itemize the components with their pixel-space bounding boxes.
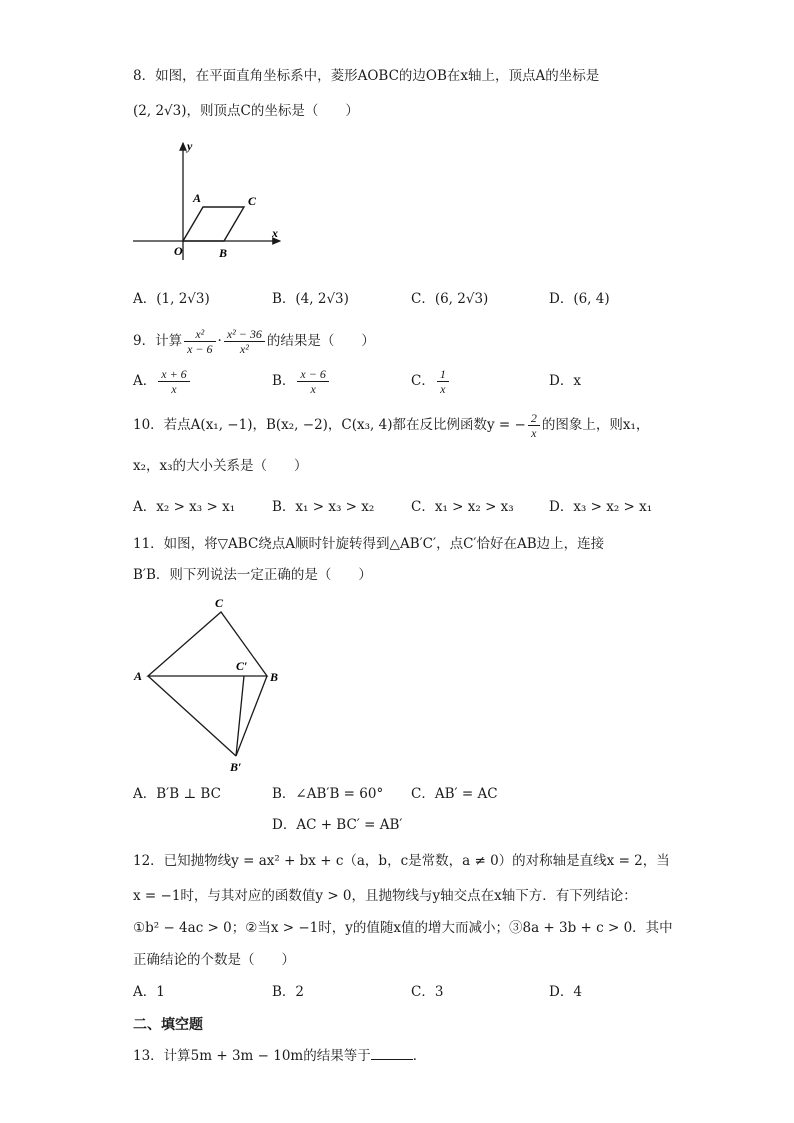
q9-stem: 9．计算 $\frac{\text{x²}}{x - 6}$ · $\frac{\text{x² − 36}}{\text{x²}}$ 的结果是（ ）: [133, 327, 375, 356]
q8-label-C: C: [248, 194, 257, 208]
q11-stem-line1: 11．如图，将▽ABC绕点A顺时针旋转得到△AB′C′，点C′恰好在AB边上，连接: [133, 536, 605, 552]
q12-option-c: C．3: [411, 984, 444, 1000]
q10-fraction: $\frac{2}{x}$: [528, 411, 540, 440]
q9-fraction-2: [224, 327, 265, 356]
q12-stem-line2: x = −1时，与其对应的函数值y > 0，且抛物线与y轴交点在x轴下方．有下列结论：: [133, 888, 637, 904]
q11-stem-line2: B′B．则下列说法一定正确的是（ ）: [133, 567, 372, 583]
q12-option-b: B．2: [272, 984, 305, 1000]
q8-option-a: A．(1, 2√3): [133, 291, 210, 307]
q9-prefix: 9．计算: [133, 333, 183, 349]
q9-suffix: 的结果是（ ）: [266, 333, 375, 349]
q12-stem-line3: ①b² − 4ac > 0；②当x > −1时，y的值随x值的增大而减小；③8a + 3b + c > 0．其中: [133, 920, 673, 936]
q13-answer-blank[interactable]: [371, 1059, 413, 1060]
q12-option-d: D．4: [549, 984, 582, 1000]
q8-option-d: D．(6, 4): [549, 291, 610, 307]
q11-segment-ab1: [148, 676, 236, 756]
q11-option-a: A．B′B ⊥ BC: [133, 786, 221, 802]
q8-option-b: B．(4, 2√3): [272, 291, 349, 307]
q11-option-c: C．AB′ = AC: [411, 786, 498, 802]
q11-label-C1: C′: [236, 659, 248, 673]
q10-option-b: B．x₁ > x₃ > x₂: [272, 499, 375, 515]
q12-stem-line1: 12．已知抛物线y = ax² + bx + c（a，b，c是常数，a ≠ 0）的对称轴是直线x = 2，当: [133, 853, 670, 869]
q9-option-b: B． $\frac{x - 6}{x}$: [272, 364, 331, 398]
q8-rhombus-figure: [125, 138, 290, 263]
q9-f2-numerator: x² − 36: [224, 327, 265, 342]
q9-f1-denominator: x − 6: [187, 342, 213, 356]
q12-stem-line4: 正确结论的个数是（ ）: [133, 952, 295, 968]
q9-option-d: D．x: [549, 373, 581, 389]
q8-label-x: x: [272, 226, 278, 240]
q8-stem-line2: (2, 2√3)，则顶点C的坐标是（ ）: [133, 103, 359, 119]
q8-stem-line1: 8．如图，在平面直角坐标系中，菱形AOBC的边OB在x轴上，顶点A的坐标是: [133, 68, 600, 84]
q10-option-a: A．x₂ > x₃ > x₁: [133, 499, 236, 515]
q9-fraction-1: [184, 327, 215, 356]
q10-option-d: D．x₃ > x₂ > x₁: [549, 499, 653, 515]
q9-option-c: C． $\frac{1}{x}$: [411, 364, 451, 398]
q8-option-c: C．(6, 2√3): [411, 291, 489, 307]
q11-label-A: A: [134, 669, 143, 683]
q11-option-d: D．AC + BC′ = AB′: [272, 817, 403, 833]
q9-f1-numerator: x²: [184, 327, 215, 342]
q11-label-B: B: [270, 670, 279, 684]
q11-option-b: B．∠AB′B = 60°: [272, 786, 384, 802]
q13-stem: 13．计算5m + 3m − 10m的结果等于 ．: [133, 1048, 427, 1064]
q11-label-B1: B′: [230, 760, 242, 774]
q11-rotation-figure: [128, 594, 288, 774]
q9-option-a: A． $\frac{x + 6}{x}$: [133, 364, 192, 398]
q8-rhombus: [183, 207, 244, 241]
q8-label-B: B: [219, 246, 228, 260]
q12-option-a: A．1: [133, 984, 165, 1000]
q11-label-C: C: [215, 596, 224, 610]
q8-label-O: O: [174, 244, 183, 258]
q11-triangle-abc: [148, 612, 267, 676]
section-title-fill-in: 二、填空题: [133, 1017, 203, 1033]
q9-f2-denominator: x²: [239, 342, 249, 356]
q10-stem-line1: 10．若点A(x₁, −1)，B(x₂, −2)，C(x₃, 4)都在反比例函数y = − $\frac{2}{x}$ 的图象上，则x₁，: [133, 411, 650, 440]
q10-option-c: C．x₁ > x₂ > x₃: [411, 499, 514, 515]
q8-label-y: y: [187, 139, 193, 153]
q10-stem-line2: x₂，x₃的大小关系是（ ）: [133, 458, 308, 474]
q8-label-A: A: [193, 191, 202, 205]
